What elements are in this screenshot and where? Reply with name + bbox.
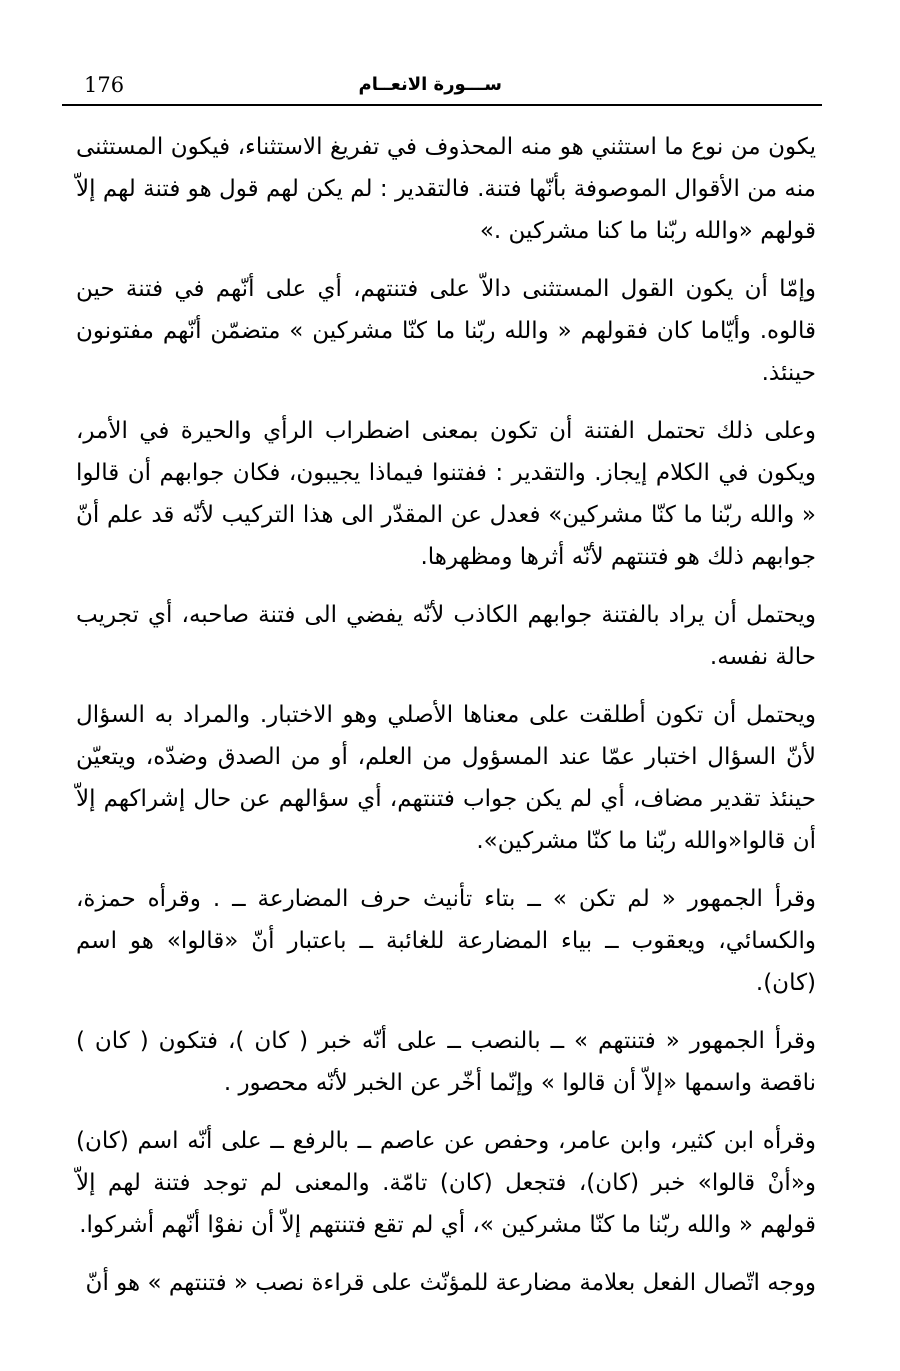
paragraph: ويحتمل أن يراد بالفتنة جوابهم الكاذب لأنّه يفضي الى فتنة صاحبه، أي تجريب حالة نفسه. xyxy=(76,602,816,670)
paragraph: وقرأ الجمهور « فتنتهم » ــ بالنصب ــ على أنّه خبر ( كان )، فتكون ( كان ) ناقصة واسمها «إلاّ أن قالوا » وإنّما أخّر عن الخبر لأنّه محصور . xyxy=(76,1028,816,1096)
paragraph: ووجه اتّصال الفعل بعلامة مضارعة للمؤنّث على قراءة نصب « فتنتهم » هو أنّ xyxy=(85,1270,816,1296)
body-text xyxy=(76,126,816,1320)
paragraph: يكون من نوع ما استثني هو منه المحذوف في تفريغ الاستثناء، فيكون المستثنى منه من الأقوال الموصوفة بأنّها فتنة. فالتقدير : لم يكن لهم قول هو فتنة لهم إلاّ قولهم «والله ربّنا ما كنا مشركين .» xyxy=(76,134,816,244)
page-number: 176 xyxy=(84,73,125,97)
paragraph: ويحتمل أن تكون أطلقت على معناها الأصلي وهو الاختبار. والمراد به السؤال لأنّ السؤال اختبار عمّا عند المسؤول من العلم، أو من الصدق وضدّه، ويتعيّن حينئذ تقدير مضاف، أي لم يكن جواب فتنتهم، أي سؤالهم عن حال إشراكهم إلاّ أن قالوا«والله ربّنا ما كنّا مشركين». xyxy=(76,702,816,854)
paragraph: وإمّا أن يكون القول المستثنى دالاّ على فتنتهم، أي على أنّهم في فتنة حين قالوه. وأيّاما كان فقولهم « والله ربّنا ما كنّا مشركين » متضمّن أنّهم مفتونون حينئذ. xyxy=(76,276,816,386)
paragraph: وقرأه ابن كثير، وابن عامر، وحفص عن عاصم ــ بالرفع ــ على أنّه اسم (كان) و«أنْ قالوا» خبر (كان)، فتجعل (كان) تامّة. والمعنى لم توجد فتنة لهم إلاّ قولهم « والله ربّنا ما كنّا مشركين »، أي لم تقع فتنتهم إلاّ أن نفوْا أنّهم أشركوا. xyxy=(76,1128,816,1238)
paragraph: وقرأ الجمهور « لم تكن » ــ بتاء تأنيث حرف المضارعة ــ . وقرأه حمزة، والكسائي، ويعقوب ــ بياء المضارعة للغائبة ــ باعتبار أنّ «قالوا» هو اسم (كان). xyxy=(76,886,816,996)
running-title: ســـورة الانعــام xyxy=(358,74,502,95)
paragraph: وعلى ذلك تحتمل الفتنة أن تكون بمعنى اضطراب الرأي والحيرة في الأمر، ويكون في الكلام إيجاز. والتقدير : ففتنوا فيماذا يجيبون، فكان جوابهم أن قالوا « والله ربّنا ما كنّا مشركين» فعدل عن المقدّر الى هذا التركيب لأنّه قد علم أنّ جوابهم ذلك هو فتنتهم لأنّه أثرها ومظهرها. xyxy=(76,418,816,570)
page-header xyxy=(62,70,822,106)
